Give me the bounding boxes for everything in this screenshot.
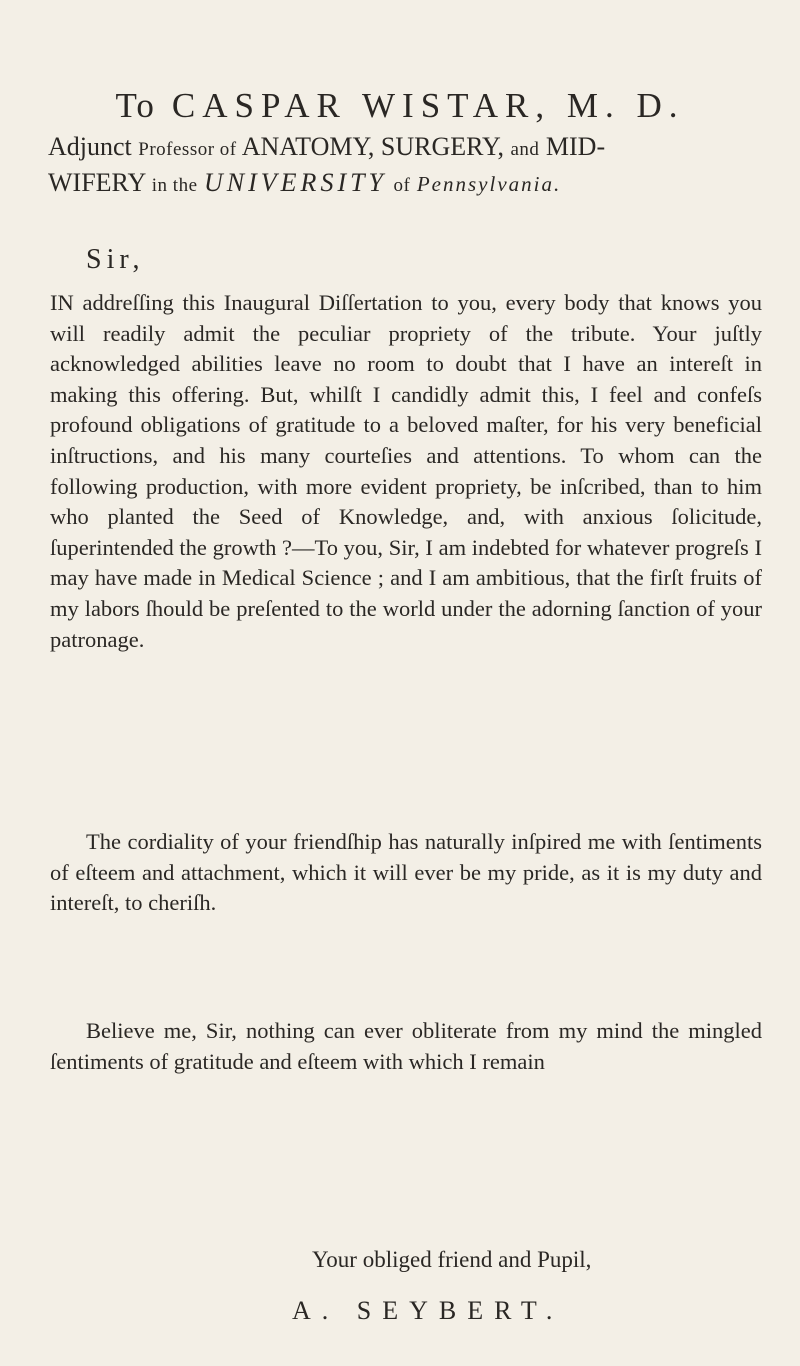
mid-word: MID- [545,132,606,161]
closing-line: Your obliged friend and Pupil, [312,1247,592,1272]
professor-of: Professor of [138,139,237,160]
wifery-word: WIFERY [48,168,146,197]
title-line-2 [48,166,770,203]
title-line-1 [48,130,770,167]
in-the: in the [151,175,198,196]
signature: A. SEYBERT. [292,1296,564,1325]
of-word: of [393,175,411,196]
paragraph-2: The cordiality of your friendſhip has naturally inſpired me with ſentiments of eſteem and attachment, which it will ever be my pride, as it is my duty and intereſt, to cheriſh. [50,829,762,916]
state-name: Pennsylvania. [416,172,562,196]
salutation: Sir, [86,244,145,275]
and-word: and [510,139,540,160]
dedication-heading [0,86,800,126]
adjunct-word: Adjunct [48,132,132,161]
university-word: UNIVERSITY [204,168,388,197]
paragraph-3: Believe me, Sir, nothing can ever obliterate from my mind the mingled ſentiments of gratitude and eſteem with which I remain [50,1018,762,1074]
heading-to: To [115,86,156,125]
fields-of-study: ANATOMY, SURGERY, [241,132,504,161]
dedicatee-name: CASPAR WISTAR, M. D. [171,86,685,125]
paragraph-1: IN addreſſing this Inaugural Diſſertation to you, every body that knows you will readily admit the peculiar propriety of the tribute. Your juſtly acknowledged abilities leave no room to doubt that I have an intereſt in making this offering. But, whilſt I candidly admit this, I feel and confeſs profound obligations of gratitude to a beloved maſter, for his very beneficial inſtructions, and his many courteſies and attentions. To whom can the following production, with more evident propriety, be inſcribed, than to him who planted the Seed of Knowledge, and, with anxious ſolicitude, ſuperintended the growth ?—To you, Sir, I am indebted for whatever progreſs I may have made in Medical Science ; and I am ambitious, that the firſt fruits of my labors ſhould be preſented to the world under the adorning ſanction of your patronage. [50,290,762,652]
